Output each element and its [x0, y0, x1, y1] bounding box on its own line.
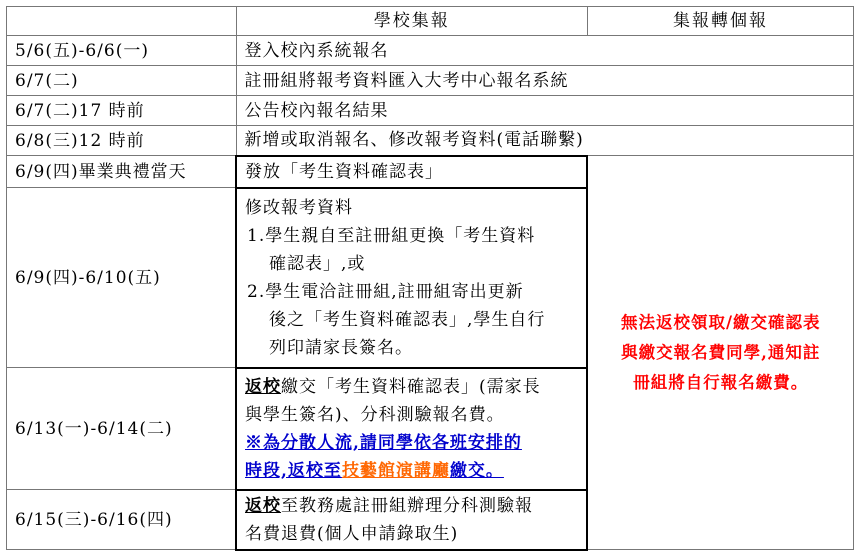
row-desc: [236, 188, 587, 368]
row-date: 6/7(二): [7, 66, 237, 96]
row-date: 6/15(三)-6/16(四): [7, 490, 237, 550]
table-row: [7, 126, 854, 156]
row-date: 6/9(四)畢業典禮當天: [7, 156, 237, 188]
notice-text: 繳交。: [449, 460, 504, 481]
return-word: 返校: [245, 376, 282, 397]
header-transfer: 集報轉個報: [587, 7, 853, 36]
row-date: 6/8(三)12 時前: [7, 126, 237, 156]
header-row: [7, 7, 854, 36]
venue-name: 技藝館演講廳: [341, 460, 450, 481]
return-word: 返校: [245, 495, 282, 516]
notice-line: ※為分散人流,請同學依各班安排的: [245, 432, 522, 453]
desc-line: [245, 373, 586, 401]
table-row: [7, 96, 854, 126]
row-desc: 新增或取消報名、修改報考資料(電話聯繫): [236, 126, 853, 156]
note-line: 與繳交報名費同學,通知註: [621, 342, 821, 362]
desc-item: 1.學生親自至註冊組更換「考生資料: [247, 225, 536, 246]
row-desc: 發放「考生資料確認表」: [236, 156, 587, 188]
desc-item-cont: 列印請家長簽名。: [269, 337, 414, 358]
row-desc: 註冊組將報考資料匯入大考中心報名系統: [236, 66, 853, 96]
desc-text: 至教務處註冊組辦理分科測驗報: [281, 495, 534, 516]
table-row: [7, 66, 854, 96]
row-desc: 公告校內報名結果: [236, 96, 853, 126]
desc-item-cont: 確認表」,或: [269, 253, 366, 274]
table-row: [7, 156, 854, 188]
desc-text: 繳交「考生資料確認表」(需家長: [281, 376, 541, 397]
notice-line: [245, 457, 586, 485]
note-line: 無法返校領取/繳交確認表: [620, 312, 821, 332]
row-date: 6/13(一)-6/14(二): [7, 368, 237, 490]
header-empty-cell: [7, 7, 237, 36]
notice-text: 時段,返校至: [245, 460, 342, 481]
desc-line: 與學生簽名)、分科測驗報名費。: [245, 404, 505, 425]
desc-line: [245, 492, 586, 520]
header-school-collective: 學校集報: [236, 7, 587, 36]
desc-item: 2.學生電洽註冊組,註冊組寄出更新: [247, 281, 524, 302]
row-desc: [236, 490, 587, 550]
note-line: 冊組將自行報名繳費。: [633, 372, 809, 392]
transfer-note-cell: [587, 156, 853, 550]
desc-line: 名費退費(個人申請錄取生): [245, 523, 459, 544]
row-desc: 登入校內系統報名: [236, 36, 853, 66]
row-desc: [236, 368, 587, 490]
row-date: 6/9(四)-6/10(五): [7, 188, 237, 368]
row-date: 5/6(五)-6/6(一): [7, 36, 237, 66]
schedule-table: [6, 6, 854, 551]
table-row: [7, 36, 854, 66]
desc-item-cont: 後之「考生資料確認表」,學生自行: [269, 309, 546, 330]
desc-title: 修改報考資料: [245, 197, 354, 218]
row-date: 6/7(二)17 時前: [7, 96, 237, 126]
transfer-note: [588, 308, 853, 398]
